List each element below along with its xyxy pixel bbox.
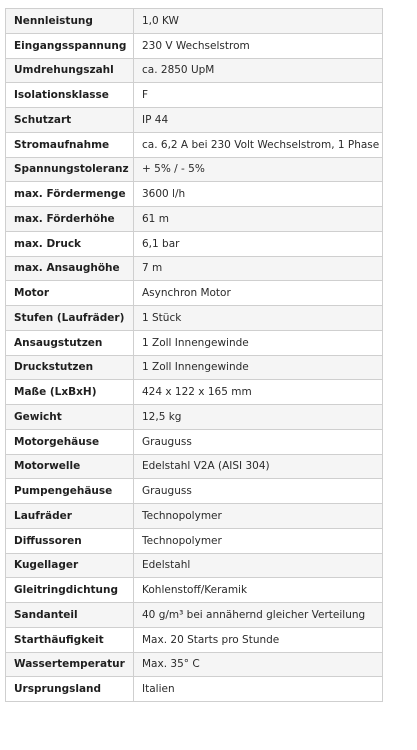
- spec-label: Ansaugstutzen: [6, 330, 134, 355]
- table-row: [6, 652, 383, 677]
- table-row: [6, 281, 383, 306]
- table-row: [6, 603, 383, 628]
- spec-value: 1 Zoll Innengewinde: [134, 330, 383, 355]
- table-row: [6, 504, 383, 529]
- spec-value: Grauguss: [134, 429, 383, 454]
- table-row: [6, 454, 383, 479]
- table-row: [6, 330, 383, 355]
- spec-label: Sandanteil: [6, 603, 134, 628]
- table-row: [6, 380, 383, 405]
- table-row: [6, 627, 383, 652]
- spec-value: Edelstahl V2A (AISI 304): [134, 454, 383, 479]
- spec-value: 1,0 KW: [134, 9, 383, 34]
- spec-label: Spannungstoleranz: [6, 157, 134, 182]
- table-row: [6, 355, 383, 380]
- table-row: [6, 33, 383, 58]
- table-row: [6, 231, 383, 256]
- spec-label: Isolationsklasse: [6, 83, 134, 108]
- spec-value: 3600 l/h: [134, 182, 383, 207]
- spec-value: 7 m: [134, 256, 383, 281]
- spec-label: Nennleistung: [6, 9, 134, 34]
- spec-label: Kugellager: [6, 553, 134, 578]
- table-row: [6, 578, 383, 603]
- table-row: [6, 58, 383, 83]
- spec-label: Ursprungsland: [6, 677, 134, 702]
- spec-value: ca. 2850 UpM: [134, 58, 383, 83]
- spec-label: Stufen (Laufräder): [6, 306, 134, 331]
- table-row: [6, 207, 383, 232]
- spec-label: max. Druck: [6, 231, 134, 256]
- table-row: [6, 479, 383, 504]
- table-row: [6, 429, 383, 454]
- spec-label: Umdrehungszahl: [6, 58, 134, 83]
- spec-label: Laufräder: [6, 504, 134, 529]
- spec-value: Max. 20 Starts pro Stunde: [134, 627, 383, 652]
- spec-value: Edelstahl: [134, 553, 383, 578]
- spec-value: Max. 35° C: [134, 652, 383, 677]
- spec-value: 1 Stück: [134, 306, 383, 331]
- spec-value: + 5% / - 5%: [134, 157, 383, 182]
- spec-value: Asynchron Motor: [134, 281, 383, 306]
- spec-value: 6,1 bar: [134, 231, 383, 256]
- spec-label: max. Ansaughöhe: [6, 256, 134, 281]
- spec-value: 40 g/m³ bei annähernd gleicher Verteilung: [134, 603, 383, 628]
- spec-label: Motorwelle: [6, 454, 134, 479]
- specifications-table-body: [6, 9, 383, 702]
- table-row: [6, 405, 383, 430]
- spec-value: 1 Zoll Innengewinde: [134, 355, 383, 380]
- spec-label: max. Förderhöhe: [6, 207, 134, 232]
- spec-value: 61 m: [134, 207, 383, 232]
- table-row: [6, 182, 383, 207]
- spec-value: Grauguss: [134, 479, 383, 504]
- table-row: [6, 306, 383, 331]
- spec-label: Pumpengehäuse: [6, 479, 134, 504]
- spec-value: ca. 6,2 A bei 230 Volt Wechselstrom, 1 Phase: [134, 132, 383, 157]
- spec-label: Gleitringdichtung: [6, 578, 134, 603]
- spec-value: Technopolymer: [134, 504, 383, 529]
- spec-label: Stromaufnahme: [6, 132, 134, 157]
- spec-value: 424 x 122 x 165 mm: [134, 380, 383, 405]
- table-row: [6, 553, 383, 578]
- spec-label: max. Fördermenge: [6, 182, 134, 207]
- spec-label: Motor: [6, 281, 134, 306]
- spec-label: Eingangsspannung: [6, 33, 134, 58]
- spec-label: Gewicht: [6, 405, 134, 430]
- spec-label: Starthäufigkeit: [6, 627, 134, 652]
- spec-label: Maße (LxBxH): [6, 380, 134, 405]
- spec-value: Kohlenstoff/Keramik: [134, 578, 383, 603]
- spec-value: Italien: [134, 677, 383, 702]
- spec-value: Technopolymer: [134, 528, 383, 553]
- spec-label: Diffussoren: [6, 528, 134, 553]
- table-row: [6, 157, 383, 182]
- table-row: [6, 108, 383, 133]
- table-row: [6, 256, 383, 281]
- table-row: [6, 83, 383, 108]
- table-row: [6, 132, 383, 157]
- spec-label: Wassertemperatur: [6, 652, 134, 677]
- table-row: [6, 677, 383, 702]
- spec-label: Schutzart: [6, 108, 134, 133]
- spec-value: 230 V Wechselstrom: [134, 33, 383, 58]
- spec-value: 12,5 kg: [134, 405, 383, 430]
- spec-value: F: [134, 83, 383, 108]
- spec-label: Druckstutzen: [6, 355, 134, 380]
- spec-label: Motorgehäuse: [6, 429, 134, 454]
- table-row: [6, 9, 383, 34]
- spec-value: IP 44: [134, 108, 383, 133]
- table-row: [6, 528, 383, 553]
- specifications-table: [5, 8, 383, 702]
